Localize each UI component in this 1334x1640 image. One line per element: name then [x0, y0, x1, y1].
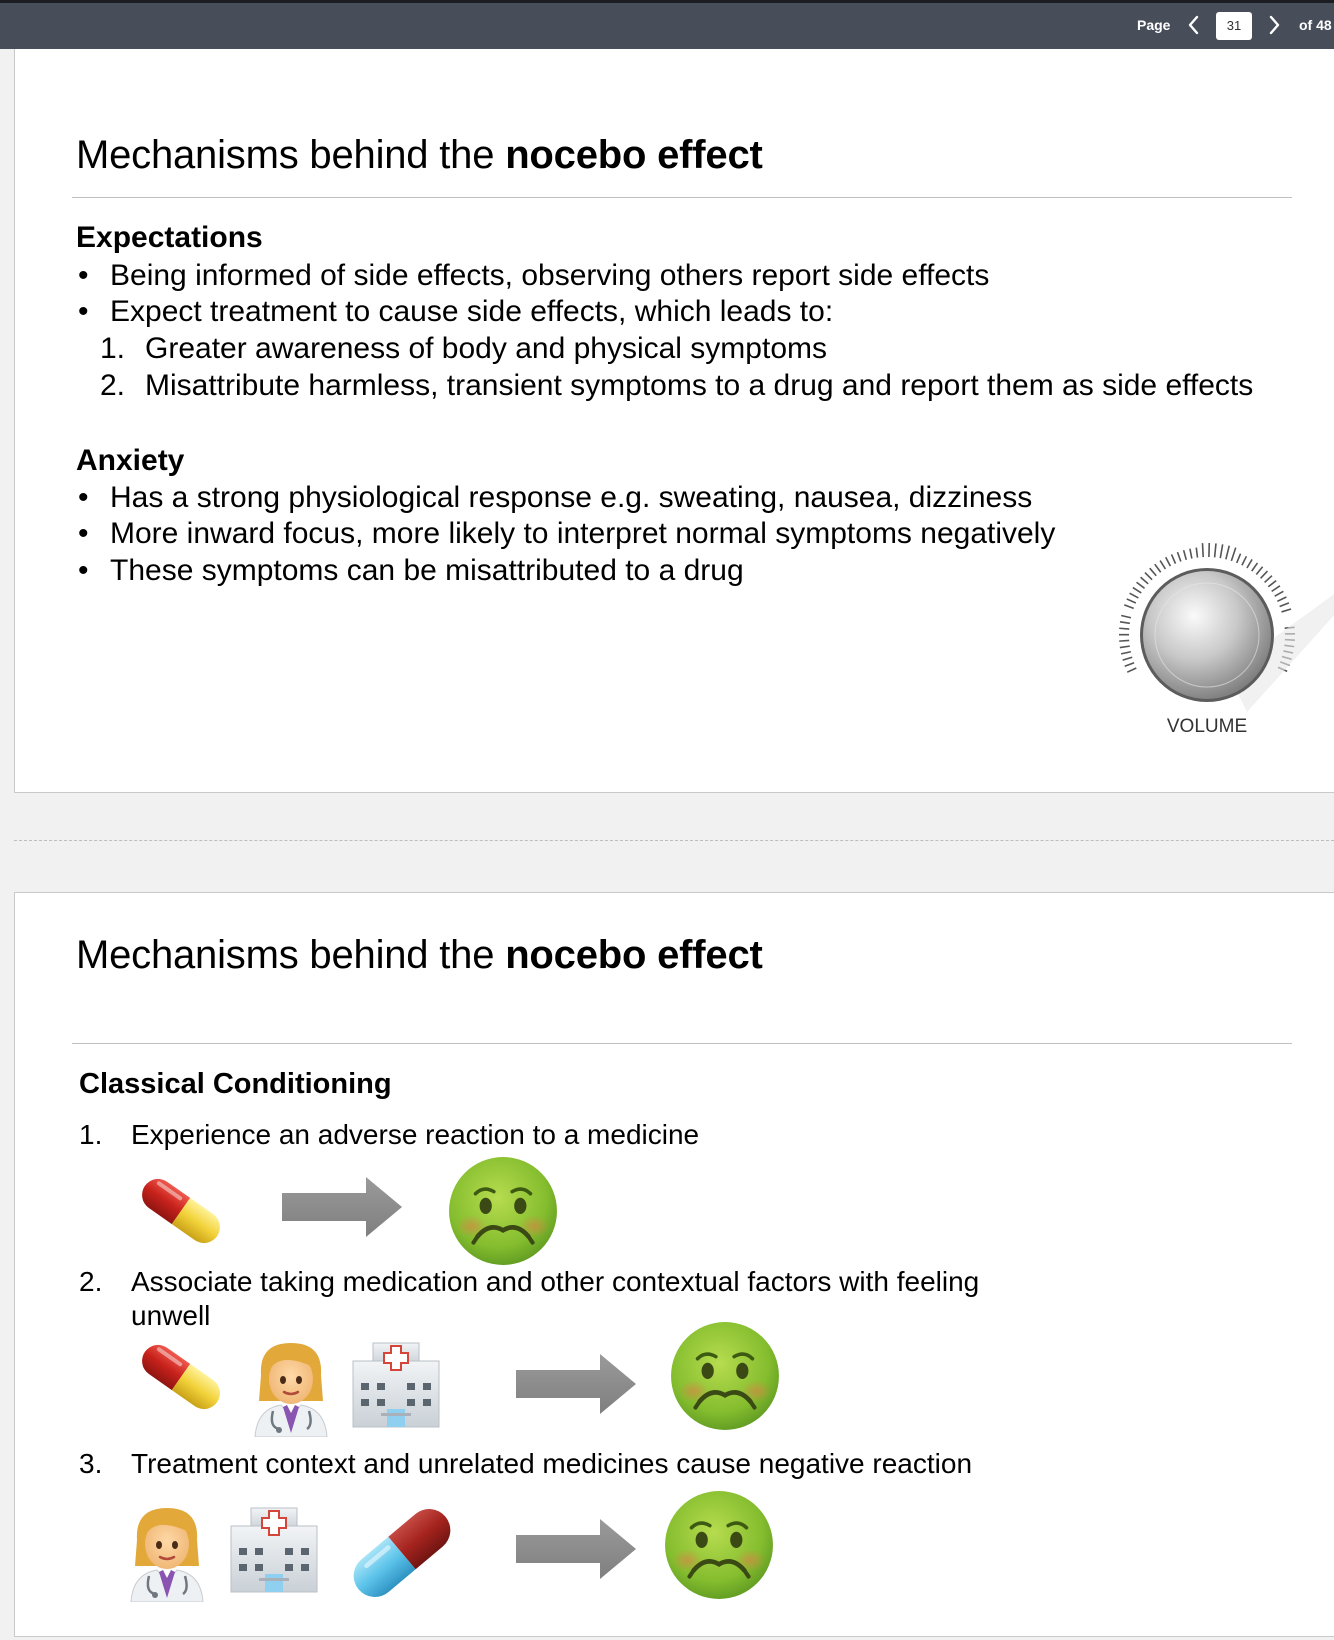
knob-tick [1203, 543, 1204, 557]
knob-tick [1127, 599, 1136, 603]
volume-knob-icon [1097, 522, 1334, 752]
knob-tick [1137, 582, 1145, 588]
anxiety-bullet-2: More inward focus, more likely to interpret normal symptoms negatively [110, 517, 1056, 550]
knob-tick [1121, 616, 1131, 618]
slide-page-31 [14, 49, 1334, 793]
numbered-label: 1. [100, 332, 126, 365]
knob-tick [1226, 546, 1229, 560]
title-rule [72, 197, 1292, 198]
knob-tick [1123, 657, 1133, 660]
slide-title-bold: nocebo effect [505, 133, 763, 177]
knob-tick [1272, 586, 1280, 592]
knob-tick [1231, 548, 1235, 561]
step-2-text-line1: Associate taking medication and other contextual factors with feeling [131, 1266, 980, 1297]
blue-pill-icon [343, 1494, 461, 1612]
bullet-marker: • [78, 259, 89, 292]
hospital-icon [229, 1504, 319, 1594]
numbered-label: 2. [100, 369, 126, 402]
knob-tick [1155, 564, 1161, 572]
step-number: 3. [79, 1448, 103, 1479]
pdf-toolbar [0, 0, 1334, 49]
knob-tick [1237, 554, 1241, 563]
slide-title: Mechanisms behind the nocebo effect [76, 933, 763, 977]
title-rule [72, 1043, 1292, 1044]
knob-tick [1196, 548, 1197, 558]
bullet-marker: • [78, 481, 89, 514]
arrow-right-icon [515, 1354, 637, 1414]
knob-tick [1242, 556, 1246, 565]
page-total-label: of 48 [1299, 17, 1332, 33]
chevron-right-icon[interactable] [1264, 14, 1284, 36]
knob-tick [1215, 543, 1216, 557]
step-2-text-line2: unwell [131, 1300, 211, 1331]
knob-tick [1120, 622, 1130, 623]
anxiety-bullet-1: Has a strong physiological response e.g. sweating, nausea, dizziness [110, 481, 1033, 514]
slide-page-32 [14, 892, 1334, 1637]
knob-tick [1160, 561, 1165, 569]
pill-icon [131, 1161, 231, 1261]
knob-tick [1150, 568, 1157, 576]
doctor-icon [127, 1502, 207, 1602]
slide-title-bold: nocebo effect [505, 933, 763, 977]
step-number: 1. [79, 1119, 103, 1150]
bullet-marker: • [78, 517, 89, 550]
knob-tick [1265, 576, 1272, 583]
step-number: 2. [79, 1266, 103, 1297]
knob-tick [1127, 668, 1136, 672]
page-label: Page [1137, 17, 1171, 33]
classical-conditioning-heading: Classical Conditioning [79, 1068, 392, 1100]
doctor-icon [251, 1337, 331, 1437]
knob-tick [1220, 544, 1222, 558]
expectations-bullet-1: Being informed of side effects, observing others report side effects [110, 259, 990, 292]
knob-tick [1119, 640, 1129, 641]
knob-tick [1166, 557, 1171, 566]
knob-tick [1261, 571, 1268, 578]
knob-tick [1280, 603, 1289, 607]
knob-tick [1124, 605, 1133, 608]
step-3-text: Treatment context and unrelated medicines cause negative reaction [131, 1448, 973, 1479]
anxiety-bullet-3: These symptoms can be misattributed to a drug [110, 554, 744, 587]
expectations-heading: Expectations [76, 221, 263, 254]
step-1-text: Experience an adverse reaction to a medicine [131, 1119, 700, 1150]
anxiety-heading: Anxiety [76, 444, 185, 477]
pill-icon [131, 1327, 231, 1427]
knob-tick [1171, 554, 1175, 563]
knob-label: VOLUME [1166, 716, 1248, 737]
knob-tick [1277, 597, 1286, 601]
hospital-icon [351, 1339, 441, 1429]
knob-tick [1133, 588, 1141, 593]
knob-tick [1125, 663, 1134, 667]
nauseated-face-icon [669, 1320, 781, 1432]
chevron-left-icon[interactable] [1184, 14, 1204, 36]
knob-tick [1130, 593, 1139, 598]
knob-tick [1190, 549, 1192, 559]
bullet-marker: • [78, 295, 89, 328]
arrow-right-icon [515, 1519, 637, 1579]
expectations-bullet-2: Expect treatment to cause side effects, which leads to: [110, 295, 834, 328]
knob-tick [1120, 646, 1130, 647]
volume-knob-image [1097, 522, 1334, 752]
knob-tick [1268, 581, 1276, 587]
knob-tick [1121, 652, 1131, 654]
expectations-numbered-2: Misattribute harmless, transient symptoms to a drug and report them as side effects [145, 369, 1254, 402]
knob-tick [1141, 577, 1149, 584]
knob-tick [1282, 609, 1292, 612]
knob-tick [1275, 591, 1284, 596]
nauseated-face-icon [663, 1489, 775, 1601]
expectations-numbered-1: Greater awareness of body and physical symptoms [145, 332, 827, 365]
knob-tick [1252, 563, 1258, 571]
bullet-marker: • [78, 554, 89, 587]
knob-tick [1119, 628, 1129, 629]
page-separator [14, 840, 1334, 841]
arrow-right-icon [281, 1177, 403, 1237]
knob-tick [1256, 567, 1262, 575]
knob-tick [1247, 559, 1252, 568]
knob-tick [1177, 552, 1180, 561]
nauseated-face-icon [447, 1155, 559, 1267]
slide-title: Mechanisms behind the nocebo effect [76, 133, 763, 177]
knob-tick [1145, 573, 1152, 580]
page-number-input[interactable]: 31 [1216, 12, 1252, 40]
knob-tick [1184, 550, 1187, 560]
